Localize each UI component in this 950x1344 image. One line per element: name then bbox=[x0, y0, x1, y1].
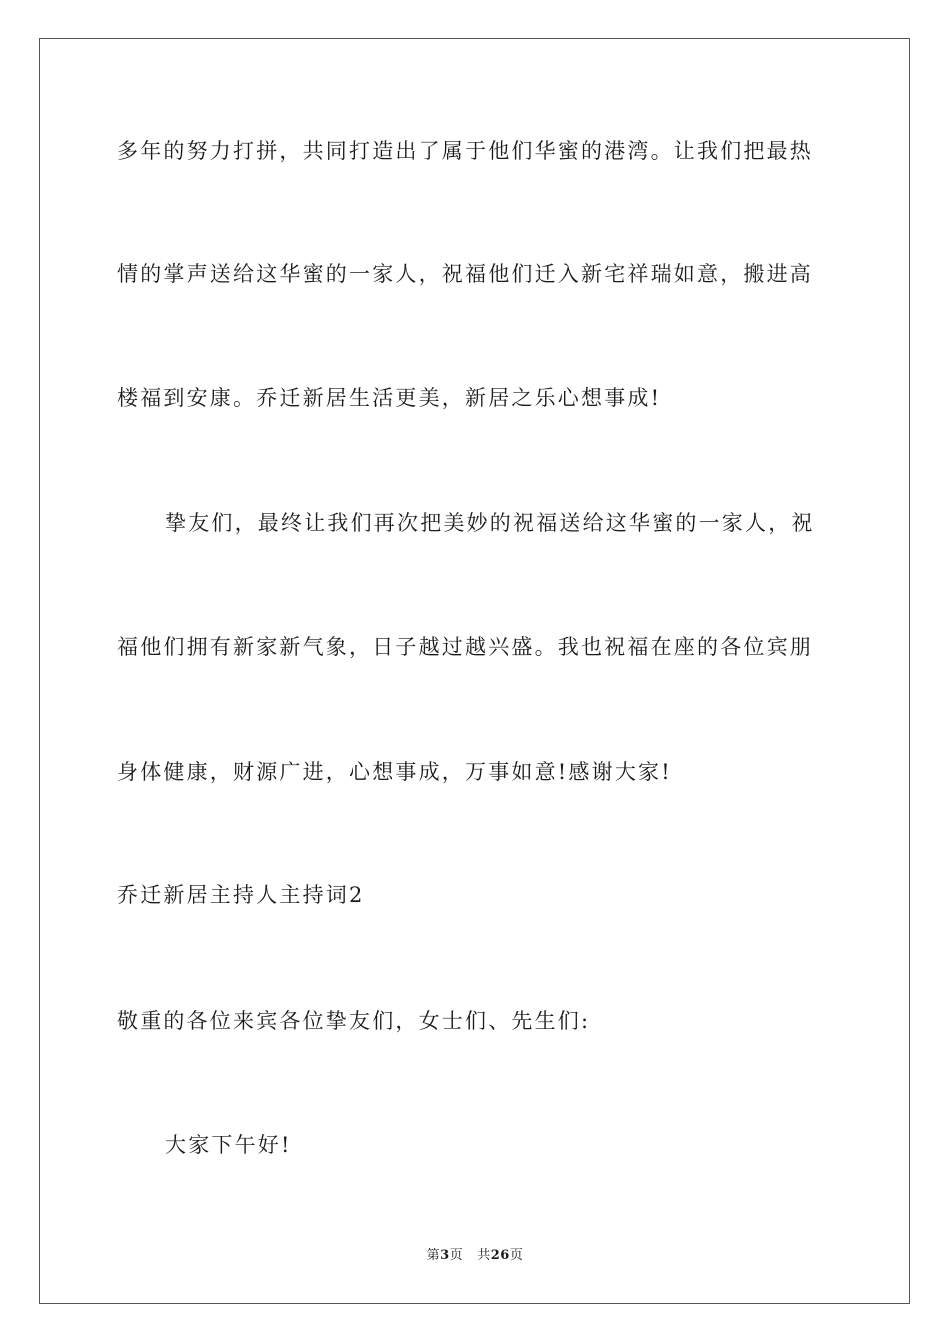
text-line-5: 福他们拥有新家新气象，日子越过越兴盛。我也祝福在座的各位宾朋 bbox=[117, 635, 813, 659]
page-footer bbox=[0, 1246, 950, 1266]
footer-total-pages: 26 bbox=[490, 1248, 510, 1263]
section-heading: 乔迁新居主持人主持词2 bbox=[117, 883, 365, 907]
text-line-6: 身体健康，财源广进，心想事成，万事如意!感谢大家! bbox=[117, 760, 672, 784]
greeting-line: 大家下午好! bbox=[165, 1133, 292, 1157]
text-line-1: 多年的努力打拼，共同打造出了属于他们华蜜的港湾。让我们把最热 bbox=[117, 139, 813, 163]
footer-page-prefix: 第 bbox=[426, 1248, 441, 1263]
footer-page-suffix: 页 bbox=[449, 1248, 464, 1263]
footer-page-number: 3 bbox=[440, 1248, 450, 1263]
page-frame bbox=[39, 38, 910, 1304]
text-line-4: 挚友们，最终让我们再次把美妙的祝福送给这华蜜的一家人，祝 bbox=[165, 511, 815, 535]
text-line-3: 楼福到安康。乔迁新居生活更美，新居之乐心想事成! bbox=[117, 386, 662, 410]
text-line-2: 情的掌声送给这华蜜的一家人，祝福他们迁入新宅祥瑞如意，搬进高 bbox=[117, 262, 813, 286]
salutation-line: 敬重的各位来宾各位挚友们，女士们、先生们: bbox=[117, 1009, 591, 1033]
footer-total-suffix: 页 bbox=[509, 1248, 524, 1263]
footer-total-prefix: 共 bbox=[477, 1248, 491, 1263]
